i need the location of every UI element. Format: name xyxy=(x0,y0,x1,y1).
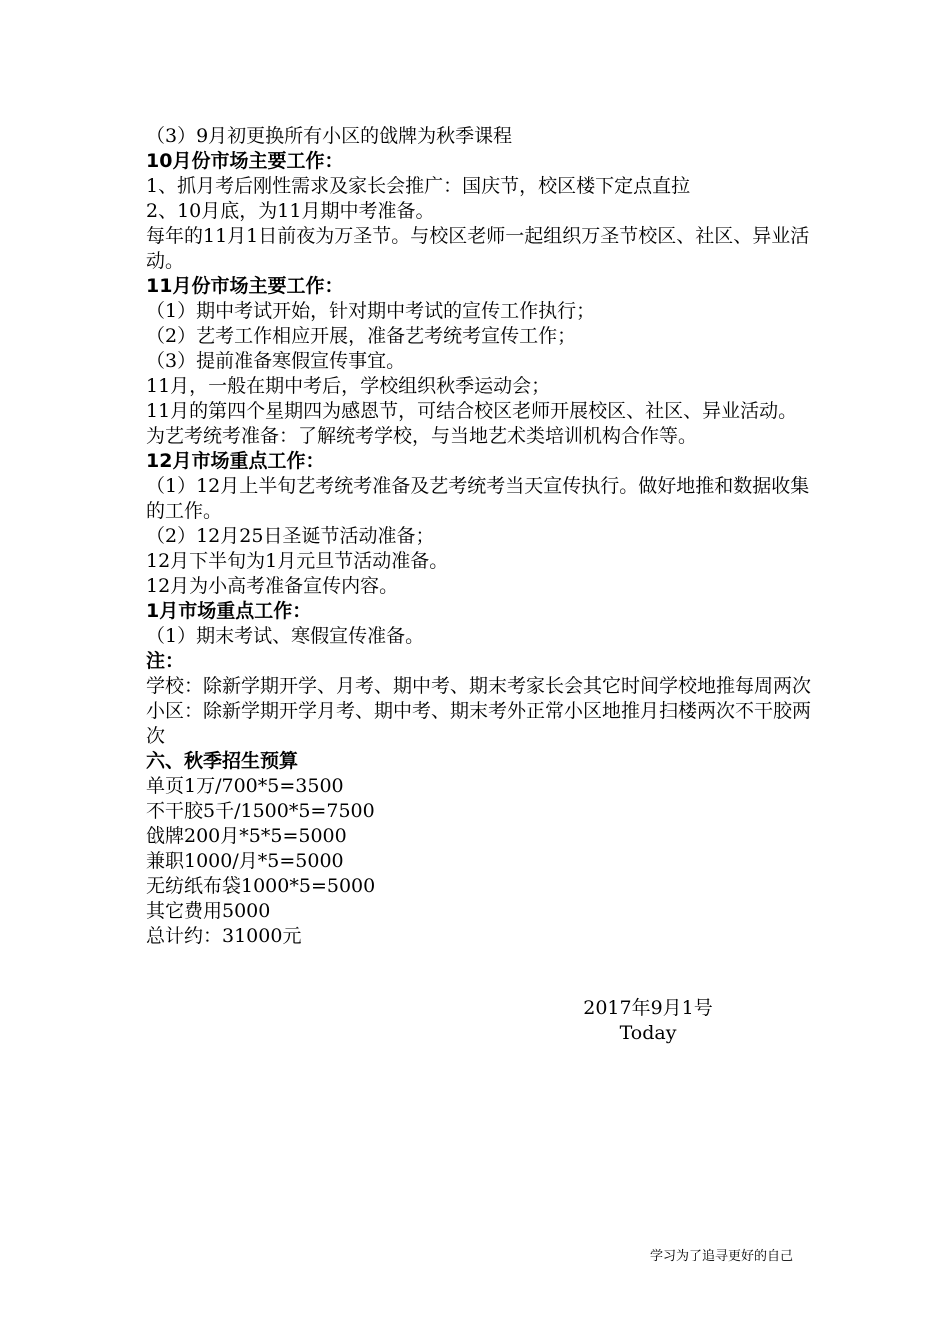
budget-item: 无纺纸布袋1000*5=5000 xyxy=(146,875,376,897)
document-body xyxy=(146,124,816,949)
budget-total: 总计约：31000元 xyxy=(146,925,302,947)
section-heading-january: 1月市场重点工作： xyxy=(146,600,312,622)
paragraph-line: 每年的11月1日前夜为万圣节。与校区老师一起组织万圣节校区、社区、异业活动。 xyxy=(146,225,810,272)
budget-item: 兼职1000/月*5=5000 xyxy=(146,850,344,872)
budget-item: 不干胶5千/1500*5=7500 xyxy=(146,800,375,822)
paragraph-line: （3）提前准备寒假宣传事宜。 xyxy=(146,350,406,372)
budget-item: 其它费用5000 xyxy=(146,900,271,922)
signature-block xyxy=(568,996,728,1046)
paragraph-line: （1）期中考试开始，针对期中考试的宣传工作执行； xyxy=(146,300,596,322)
signature-note: Today xyxy=(619,1022,677,1044)
paragraph-line: 小区：除新学期开学月考、期中考、期末考外正常小区地推月扫楼两次不干胶两次 xyxy=(146,700,812,747)
paragraph-line: 1、抓月考后刚性需求及家长会推广：国庆节，校区楼下定点直拉 xyxy=(146,175,691,197)
section-heading-december: 12月市场重点工作： xyxy=(146,450,325,472)
paragraph-line: （2）艺考工作相应开展，准备艺考统考宣传工作； xyxy=(146,325,577,347)
section-heading-budget: 六、秋季招生预算 xyxy=(146,750,299,772)
budget-item: 戗牌200月*5*5=5000 xyxy=(146,825,347,847)
paragraph-line: （1）期末考试、寒假宣传准备。 xyxy=(146,625,425,647)
signature-date: 2017年9月1号 xyxy=(583,997,713,1019)
paragraph-line: （2）12月25日圣诞节活动准备； xyxy=(146,525,435,547)
paragraph-line: 学校：除新学期开学、月考、期中考、期末考家长会其它时间学校地推每周两次 xyxy=(146,675,812,697)
paragraph-line: 12月为小高考准备宣传内容。 xyxy=(146,575,399,597)
paragraph-line: 2、10月底，为11月期中考准备。 xyxy=(146,200,435,222)
paragraph-line: 11月的第四个星期四为感恩节，可结合校区老师开展校区、社区、异业活动。 xyxy=(146,400,798,422)
section-heading-november: 11月份市场主要工作： xyxy=(146,275,344,297)
section-heading-october: 10月份市场主要工作： xyxy=(146,150,344,172)
section-heading-note: 注： xyxy=(146,650,185,672)
paragraph-line: 11月，一般在期中考后，学校组织秋季运动会； xyxy=(146,375,551,397)
budget-item: 单页1万/700*5=3500 xyxy=(146,775,344,797)
paragraph-line: （3）9月初更换所有小区的戗牌为秋季课程 xyxy=(146,125,513,147)
paragraph-line: 12月下半旬为1月元旦节活动准备。 xyxy=(146,550,449,572)
paragraph-line: 为艺考统考准备：了解统考学校，与当地艺术类培训机构合作等。 xyxy=(146,425,698,447)
footer-slogan: 学习为了追寻更好的自己 xyxy=(650,1249,794,1264)
paragraph-line: （1）12月上半旬艺考统考准备及艺考统考当天宣传执行。做好地推和数据收集的工作。 xyxy=(146,475,810,522)
